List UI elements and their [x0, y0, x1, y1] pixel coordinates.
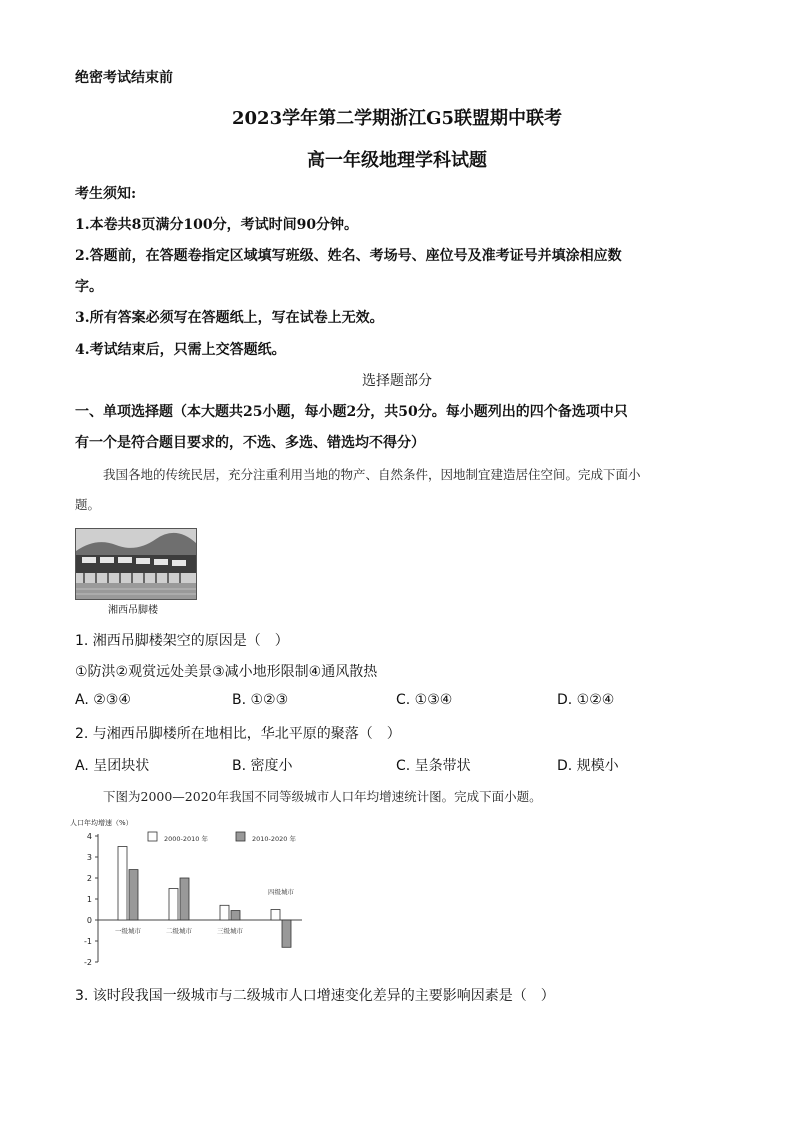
stilt-house-photo	[75, 528, 197, 600]
part-title: 选择题部分	[362, 373, 432, 389]
notice-item-2-cont: 字。	[75, 279, 103, 295]
question-1-statements: ①防洪②观赏远处美景③减小地形限制④通风散热	[75, 664, 378, 680]
notice-heading: 考生须知:	[75, 186, 137, 202]
question-3-stem: 3. 该时段我国一级城市与二级城市人口增速变化差异的主要影响因素是（ ）	[75, 988, 555, 1004]
notice-item-2: 2.答题前，在答题卷指定区域填写班级、姓名、考场号、座位号及准考证号并填涂相应数	[75, 248, 622, 264]
y-tick-label: 2	[86, 874, 92, 883]
question-1-option-a[interactable]: A. ②③④	[75, 692, 131, 708]
category-label: 二级城市	[166, 927, 192, 935]
section-instruction-2: 有一个是符合题目要求的，不选、多选、错选均不得分）	[75, 435, 425, 451]
category-label: 三级城市	[217, 927, 243, 935]
question-2-stem: 2. 与湘西吊脚楼所在地相比，华北平原的聚落（ ）	[75, 726, 401, 742]
question-1-option-d[interactable]: D. ①②④	[557, 692, 615, 708]
exam-title: 2023学年第二学期浙江G5联盟期中联考	[232, 108, 562, 129]
y-tick-label: 0	[86, 916, 92, 925]
question-2-option-c[interactable]: C. 呈条带状	[396, 758, 471, 774]
bar	[231, 911, 240, 920]
legend-label: 2000-2010 年	[164, 835, 208, 843]
legend-swatch	[148, 832, 157, 841]
question-2-option-b[interactable]: B. 密度小	[232, 758, 293, 774]
bar	[180, 878, 189, 920]
secret-mark: 绝密考试结束前	[75, 70, 173, 86]
category-label: 一级城市	[115, 927, 141, 935]
y-tick-label: -2	[84, 958, 92, 967]
bar	[129, 870, 138, 920]
y-tick-label: -1	[84, 937, 92, 946]
legend-label: 2010-2020 年	[252, 835, 296, 843]
y-tick-label: 3	[86, 853, 92, 862]
bar	[282, 920, 291, 947]
passage-2-line-1: 下图为2000—2020年我国不同等级城市人口年均增速统计图。完成下面小题。	[103, 789, 542, 804]
question-1-option-c[interactable]: C. ①③④	[396, 692, 453, 708]
photo-caption: 湘西吊脚楼	[108, 605, 158, 616]
population-growth-chart	[70, 814, 320, 970]
question-2-option-d[interactable]: D. 规模小	[557, 758, 619, 774]
notice-item-1: 1.本卷共8页满分100分，考试时间90分钟。	[75, 217, 359, 233]
passage-1-line-1: 我国各地的传统民居，充分注重利用当地的物产、自然条件，因地制宜建造居住空间。完成下面小	[103, 467, 641, 482]
y-tick-label: 1	[86, 895, 92, 904]
passage-1-line-2: 题。	[75, 497, 101, 512]
bar	[271, 910, 280, 921]
stilt-house-illustration	[76, 529, 196, 599]
question-1-option-b[interactable]: B. ①②③	[232, 692, 289, 708]
legend-swatch	[236, 832, 245, 841]
question-1-stem: 1. 湘西吊脚楼架空的原因是（ ）	[75, 633, 289, 649]
bar	[118, 847, 127, 921]
question-2-option-a[interactable]: A. 呈团块状	[75, 758, 150, 774]
section-instruction-1: 一、单项选择题（本大题共25小题，每小题2分，共50分。每小题列出的四个备选项中只	[75, 404, 628, 420]
notice-item-3: 3.所有答案必须写在答题纸上，写在试卷上无效。	[75, 310, 384, 326]
y-axis-label: 人口年均增速（%）	[70, 819, 133, 827]
notice-item-4: 4.考试结束后，只需上交答题纸。	[75, 342, 286, 358]
bar	[169, 889, 178, 921]
exam-subtitle: 高一年级地理学科试题	[307, 150, 487, 171]
y-tick-label: 4	[86, 832, 92, 841]
category-label: 四级城市	[268, 888, 294, 896]
bar	[220, 905, 229, 920]
